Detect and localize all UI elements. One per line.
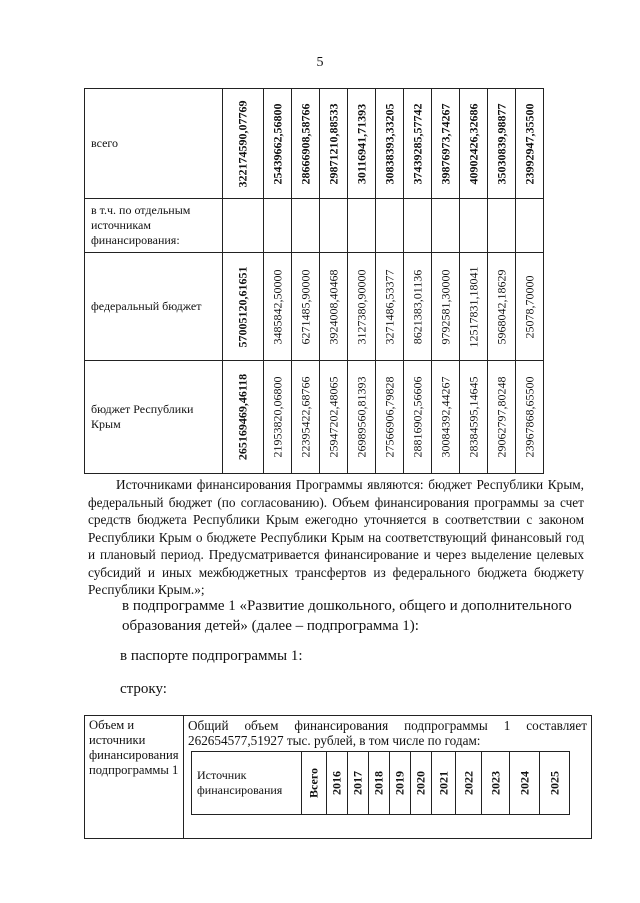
table-row xyxy=(192,752,570,815)
column-header: 2016 xyxy=(327,752,348,815)
table-cell xyxy=(516,199,544,253)
table-cell: 23967868,65500 xyxy=(516,361,544,474)
table-cell: 12517831,18041 xyxy=(460,253,488,361)
table-cell: 29062797,80248 xyxy=(488,361,516,474)
table-cell: 3127380,90000 xyxy=(348,253,376,361)
table-cell xyxy=(376,199,404,253)
table-cell: 22395422,68766 xyxy=(292,361,320,474)
table-cell: 9792581,30000 xyxy=(432,253,460,361)
table-cell: 32217459​0,07769 xyxy=(223,89,264,199)
table-cell: 28666908,58766 xyxy=(292,89,320,199)
table-cell: 26989560,81393 xyxy=(348,361,376,474)
table-cell: 3924008,40468 xyxy=(320,253,348,361)
passport-label: Объем и источники финансирования подпрограммы 1 xyxy=(85,716,184,839)
table-row xyxy=(85,199,544,253)
table-row xyxy=(85,89,544,199)
row-label-crimea-budget: бюджет Республики Крым xyxy=(85,361,223,474)
column-header: 2018 xyxy=(369,752,390,815)
passport-content xyxy=(184,716,592,839)
finance-table xyxy=(84,88,544,474)
table-cell: 8621383,01136 xyxy=(404,253,432,361)
column-header: 2024 xyxy=(510,752,540,815)
table-cell xyxy=(348,199,376,253)
table-cell: 25078,70000 xyxy=(516,253,544,361)
column-header: 2022 xyxy=(456,752,482,815)
table-row xyxy=(85,361,544,474)
table-cell xyxy=(223,199,264,253)
table-cell: 21953820,06800 xyxy=(264,361,292,474)
page-number: 5 xyxy=(316,55,324,70)
table-cell: 29871210,88533 xyxy=(320,89,348,199)
column-header: 2025 xyxy=(540,752,570,815)
table-cell xyxy=(320,199,348,253)
table-cell: 265169469,46118 xyxy=(223,361,264,474)
passport-total-text: Общий объем финансирования подпрограммы 1 составляет 262654577,51927 тыс. рублей, в том числе по годам: xyxy=(188,718,587,748)
table-cell xyxy=(292,199,320,253)
table-cell: 35030839,98877 xyxy=(488,89,516,199)
row-label-by-sources: в т.ч. по отдельным источникам финансирования: xyxy=(85,199,223,253)
column-header: 2019 xyxy=(390,752,411,815)
table-row xyxy=(85,716,592,839)
row-label-federal: федеральный бюджет xyxy=(85,253,223,361)
table-cell: 40902426,32686 xyxy=(460,89,488,199)
table-cell: 25947202,48065 xyxy=(320,361,348,474)
table-cell: 6271485,90000 xyxy=(292,253,320,361)
table-cell: 37439285,57742 xyxy=(404,89,432,199)
column-header: 2023 xyxy=(482,752,510,815)
table-cell xyxy=(264,199,292,253)
table-row xyxy=(85,253,544,361)
table-cell xyxy=(488,199,516,253)
column-header: 2020 xyxy=(411,752,432,815)
financing-sources-paragraph: Источниками финансирования Программы являются: бюджет Республики Крым, федеральный бюджет (по согласованию). Объем финансирования программы за счет средств бюджета Республики Крым ежегодно уточняется в соответствии с законом Республики Крым о бюджете Республики Крым на соответствующий финансовый год и плановый период. Предусматривается финансирование и через выделение целевых субсидий и иных межбюджетных трансфертов из федерального бюджета бюджету Республики Крым.»; xyxy=(88,477,584,597)
row-line: строку: xyxy=(120,681,167,697)
years-table xyxy=(191,751,570,815)
table-cell: 28384595,14645 xyxy=(460,361,488,474)
passport-line: в паспорте подпрограммы 1: xyxy=(120,648,303,664)
table-cell xyxy=(432,199,460,253)
table-cell: 30116941,71393 xyxy=(348,89,376,199)
table-cell: 25439662,56800 xyxy=(264,89,292,199)
table-cell: 30838393,33205 xyxy=(376,89,404,199)
column-header: Всего xyxy=(302,752,327,815)
table-cell xyxy=(460,199,488,253)
column-header: 2017 xyxy=(348,752,369,815)
table-cell xyxy=(404,199,432,253)
table-cell: 3485842,50000 xyxy=(264,253,292,361)
passport-table xyxy=(84,715,592,839)
table-cell: 3271486,53377 xyxy=(376,253,404,361)
source-header: Источник финансирования xyxy=(192,752,302,815)
table-cell: 57005120,61651 xyxy=(223,253,264,361)
subprogram-line: в подпрограмме 1 «Развитие дошкольного, общего и дополнительного образования детей» (далее – подпрограмма 1): xyxy=(122,598,572,634)
table-cell: 23992947,35500 xyxy=(516,89,544,199)
table-cell: 39876973,74267 xyxy=(432,89,460,199)
table-cell: 27566906,79828 xyxy=(376,361,404,474)
table-cell: 5968042,18629 xyxy=(488,253,516,361)
table-cell: 28816902,56606 xyxy=(404,361,432,474)
table-cell: 30084392,44267 xyxy=(432,361,460,474)
row-label-total: всего xyxy=(85,89,223,199)
column-header: 2021 xyxy=(432,752,456,815)
